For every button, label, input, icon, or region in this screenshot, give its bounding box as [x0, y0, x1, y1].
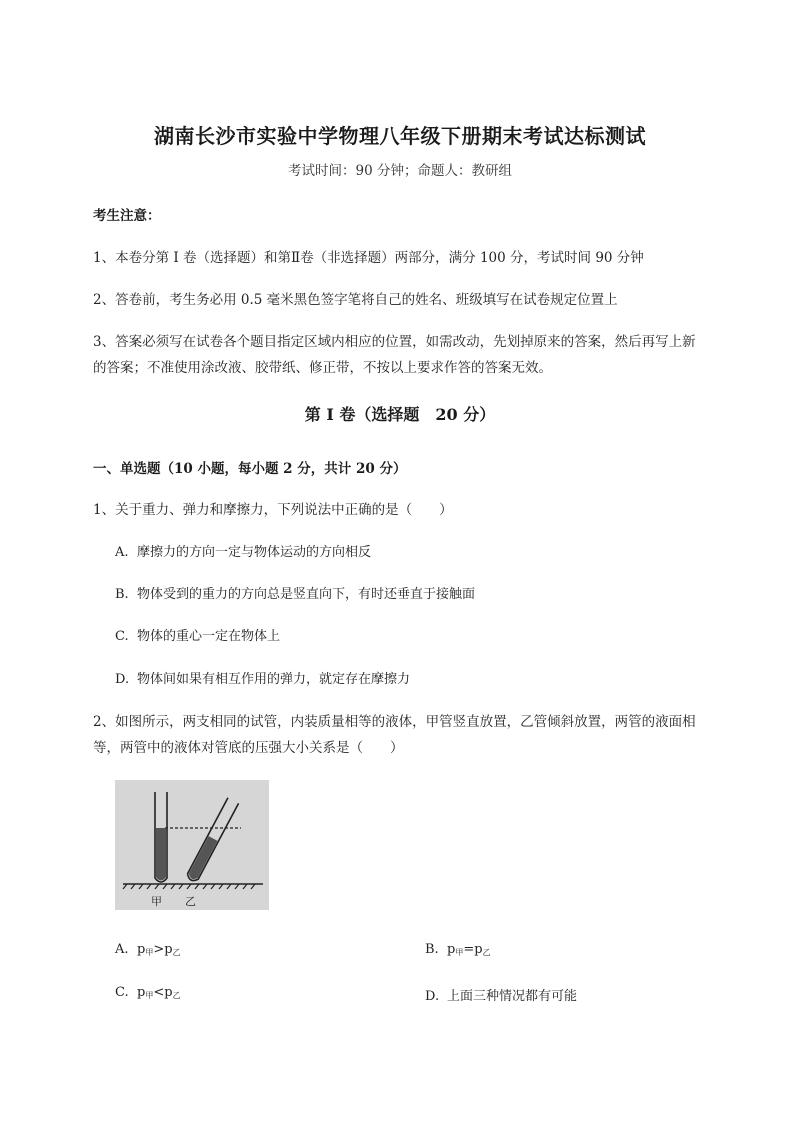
relation-sign: =	[463, 942, 475, 957]
q2-option-c-letter: C.	[115, 985, 129, 1000]
pressure-symbol: p	[164, 985, 173, 1000]
q1-option-c-letter: C.	[115, 629, 129, 644]
subscript-jia: 甲	[145, 948, 154, 957]
question-2-stem-line1: 2、如图所示，两支相同的试管，内装质量相等的液体，甲管竖直放置，乙管倾斜放置，两管的液面相	[93, 714, 696, 730]
section-title: 第 I 卷（选择题 20 分）	[304, 405, 496, 424]
q2-option-a-letter: A.	[115, 942, 129, 957]
q2-option-b[interactable]	[425, 942, 491, 958]
test-tubes-illustration	[115, 780, 269, 910]
test-tubes-figure	[115, 780, 269, 910]
q1-option-b-text: 物体受到的重力的方向总是竖直向下，有时还垂直于接触面	[137, 587, 476, 602]
q1-option-d[interactable]	[115, 668, 410, 687]
subscript-jia: 甲	[455, 948, 464, 957]
subscript-yi: 乙	[172, 948, 181, 957]
question-1-stem: 1、关于重力、弹力和摩擦力，下列说法中正确的是（ ）	[93, 502, 453, 518]
q1-option-a-text: 摩擦力的方向一定与物体运动的方向相反	[137, 545, 372, 560]
q1-option-b-letter: B.	[115, 587, 129, 602]
q1-option-d-text: 物体间如果有相互作用的弹力，就定存在摩擦力	[137, 672, 411, 687]
part-heading: 一、单选题（10 小题，每小题 2 分，共计 20 分）	[93, 461, 407, 477]
label-jia: 甲	[151, 895, 162, 908]
pressure-symbol: p	[474, 942, 483, 957]
q1-option-a[interactable]	[115, 541, 371, 560]
q2-option-d[interactable]	[425, 985, 577, 1004]
pressure-symbol: p	[447, 942, 456, 957]
page-title: 湖南长沙市实验中学物理八年级下册期末考试达标测试	[154, 124, 646, 148]
q1-option-a-letter: A.	[115, 545, 129, 560]
subscript-jia: 甲	[145, 991, 154, 1000]
q2-option-d-text: 上面三种情况都有可能	[447, 989, 578, 1004]
relation-sign: <	[153, 985, 165, 1000]
q1-option-d-letter: D.	[115, 672, 130, 687]
notice-heading: 考生注意：	[93, 208, 161, 224]
q1-option-c[interactable]	[115, 625, 280, 644]
pressure-symbol: p	[164, 942, 173, 957]
question-2-stem-line2: 等，两管中的液体对管底的压强大小关系是（ ）	[93, 740, 404, 756]
notice-item-2: 2、答卷前，考生务必用 0.5 毫米黑色签字笔将自己的姓名、班级填写在试卷规定位置上	[93, 292, 618, 308]
q1-option-c-text: 物体的重心一定在物体上	[137, 629, 281, 644]
label-yi: 乙	[185, 895, 196, 908]
q2-option-d-letter: D.	[425, 989, 440, 1004]
q1-option-b[interactable]	[115, 583, 475, 602]
subscript-yi: 乙	[172, 991, 181, 1000]
notice-item-3-line1: 3、答案必须写在试卷各个题目指定区域内相应的位置，如需改动，先划掉原来的答案，然后再写上新	[93, 334, 696, 350]
relation-sign: >	[153, 942, 165, 957]
subscript-yi: 乙	[482, 948, 491, 957]
exam-info: 考试时间：90 分钟；命题人：教研组	[288, 163, 512, 179]
pressure-symbol: p	[137, 942, 146, 957]
q2-option-a[interactable]	[115, 942, 181, 958]
notice-item-1: 1、本卷分第 I 卷（选择题）和第Ⅱ卷（非选择题）两部分，满分 100 分，考试时间 90 分钟	[93, 250, 644, 266]
q2-option-c[interactable]	[115, 985, 181, 1001]
q2-option-b-letter: B.	[425, 942, 439, 957]
pressure-symbol: p	[137, 985, 146, 1000]
notice-item-3-line2: 的答案；不准使用涂改液、胶带纸、修正带，不按以上要求作答的答案无效。	[93, 360, 552, 376]
